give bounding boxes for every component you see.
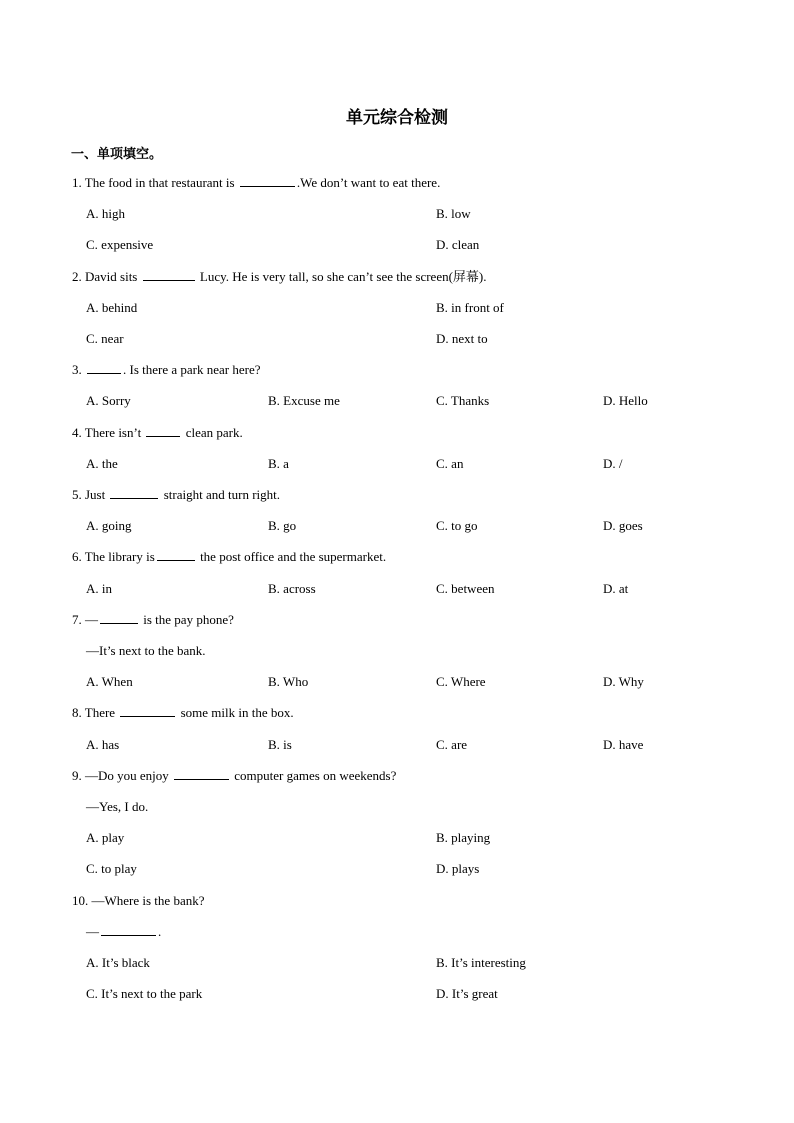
answer-blank (240, 174, 295, 187)
question-3: 3. . Is there a park near here? (72, 362, 261, 377)
option-5a: A. going (86, 518, 132, 533)
answer-blank (110, 486, 158, 499)
question-9: 9. —Do you enjoy computer games on weekends? (72, 768, 397, 783)
option-4d: D. / (603, 456, 623, 471)
option-8b: B. is (268, 737, 292, 752)
option-6c: C. between (436, 581, 495, 596)
option-3d: D. Hello (603, 393, 648, 408)
answer-blank (146, 424, 180, 437)
answer-blank (157, 548, 195, 561)
question-2: 2. David sits Lucy. He is very tall, so she can’t see the screen(屏幕). (72, 269, 487, 284)
answer-blank (120, 704, 175, 717)
option-7c: C. Where (436, 674, 486, 689)
option-8c: C. are (436, 737, 468, 752)
option-6a: A. in (86, 581, 112, 596)
dialogue-reply-10: — . (86, 924, 162, 939)
question-5: 5. Just straight and turn right. (72, 487, 280, 502)
option-5c: C. to go (436, 518, 478, 533)
question-1: 1. The food in that restaurant is .We don’t want to eat there. (72, 175, 441, 190)
option-4b: B. a (268, 456, 289, 471)
option-8d: D. have (603, 737, 644, 752)
option-2b: B. in front of (436, 300, 504, 315)
option-10d: D. It’s great (436, 986, 498, 1001)
option-4c: C. an (436, 456, 464, 471)
question-6: 6. The library is the post office and the supermarket. (72, 549, 387, 564)
option-6b: B. across (268, 581, 316, 596)
question-10: 10. —Where is the bank? (72, 893, 205, 908)
option-7b: B. Who (268, 674, 309, 689)
section-heading: 一、单项填空。 (71, 147, 163, 162)
option-8a: A. has (86, 737, 120, 752)
option-6d: D. at (603, 581, 629, 596)
option-9b: B. playing (436, 830, 491, 845)
option-1a: A. high (86, 206, 125, 221)
question-4: 4. There isn’t clean park. (72, 425, 243, 440)
page-title: 单元综合检测 (346, 108, 448, 128)
answer-blank (174, 767, 229, 780)
option-1c: C. expensive (86, 237, 154, 252)
question-7: 7. — is the pay phone? (72, 612, 234, 627)
dialogue-reply-9: —Yes, I do. (86, 799, 149, 814)
option-3c: C. Thanks (436, 393, 490, 408)
option-2d: D. next to (436, 331, 488, 346)
option-4a: A. the (86, 456, 118, 471)
option-9d: D. plays (436, 861, 480, 876)
answer-blank (101, 923, 156, 936)
option-3a: A. Sorry (86, 393, 131, 408)
answer-blank (87, 361, 121, 374)
option-7a: A. When (86, 674, 133, 689)
option-2a: A. behind (86, 300, 138, 315)
dialogue-reply-7: —It’s next to the bank. (86, 643, 206, 658)
option-9a: A. play (86, 830, 125, 845)
option-3b: B. Excuse me (268, 393, 340, 408)
option-10b: B. It’s interesting (436, 955, 526, 970)
option-5d: D. goes (603, 518, 643, 533)
question-8: 8. There some milk in the box. (72, 705, 294, 720)
option-9c: C. to play (86, 861, 137, 876)
option-1b: B. low (436, 206, 471, 221)
option-10a: A. It’s black (86, 955, 150, 970)
option-2c: C. near (86, 331, 124, 346)
option-7d: D. Why (603, 674, 644, 689)
option-5b: B. go (268, 518, 297, 533)
answer-blank (143, 268, 195, 281)
option-10c: C. It’s next to the park (86, 986, 203, 1001)
option-1d: D. clean (436, 237, 480, 252)
answer-blank (100, 611, 138, 624)
